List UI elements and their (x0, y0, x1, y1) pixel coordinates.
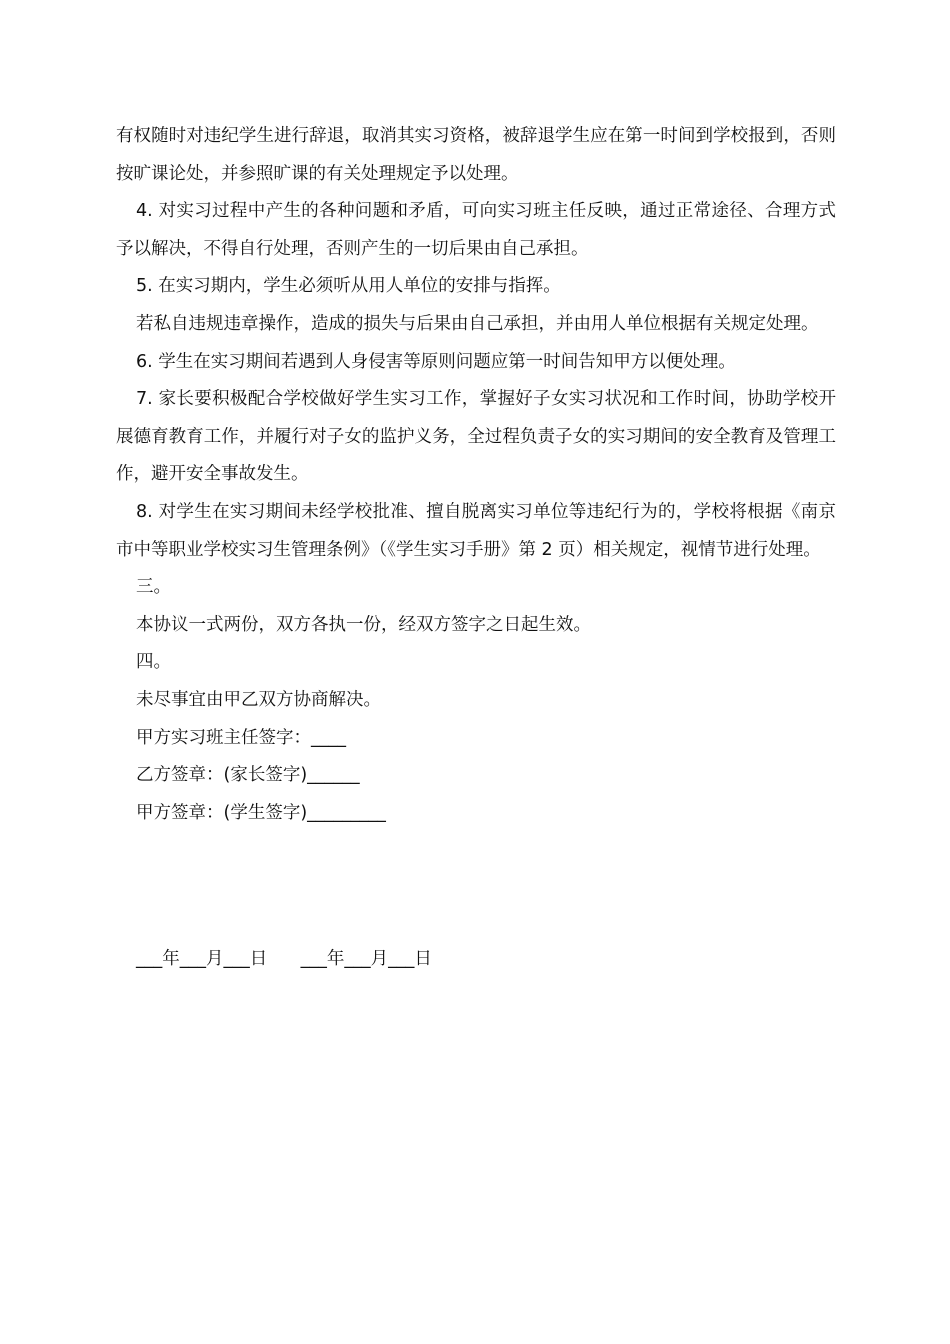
paragraph-copies: 本协议一式两份，双方各执一份，经双方签字之日起生效。 (136, 614, 591, 635)
section-heading-3: 三。 (136, 577, 171, 598)
signature-class-teacher: 甲方实习班主任签字：____ (136, 727, 346, 748)
paragraph-item-5-continued: 若私自违规违章操作，造成的损失与后果由自己承担，并由用人单位根据有关规定处理。 (136, 313, 819, 334)
paragraph-item-4: 4. 对实习过程中产生的各种问题和矛盾，可向实习班主任反映，通过正常途径、合理方式予以解决，不得自行处理，否则产生的一切后果由自己承担。 (116, 201, 836, 259)
paragraph-unresolved-matters: 未尽事宜由甲乙双方协商解决。 (136, 689, 381, 710)
section-heading-4: 四。 (136, 652, 171, 673)
document-body (116, 118, 836, 832)
paragraph-item-6: 6. 学生在实习期间若遇到人身侵害等原则问题应第一时间告知甲方以便处理。 (136, 351, 736, 372)
paragraph-item-7: 7. 家长要积极配合学校做好学生实习工作，掌握好子女实习状况和工作时间，协助学校开展德育教育工作，并履行对子女的监护义务，全过程负责子女的实习期间的安全教育及管理工作，避开安全事故发生。 (116, 389, 836, 485)
paragraph-item-5: 5. 在实习期内，学生必须听从用人单位的安排与指挥。 (136, 276, 561, 297)
paragraph-item-8: 8. 对学生在实习期间未经学校批准、擅自脱离实习单位等违纪行为的，学校将根据《南京市中等职业学校实习生管理条例》（《学生实习手册》第 2 页）相关规定，视情节进行处理。 (116, 501, 836, 560)
paragraph-dismissal: 有权随时对违纪学生进行辞退，取消其实习资格，被辞退学生应在第一时间到学校报到，否则按旷课论处，并参照旷课的有关处理规定予以处理。 (116, 126, 836, 184)
signature-student: 甲方签章：(学生签字)_________ (136, 802, 386, 823)
signature-date-line: ___年___月___日 ___年___月___日 (136, 949, 432, 969)
signature-parent: 乙方签章：(家长签字)______ (136, 765, 360, 786)
